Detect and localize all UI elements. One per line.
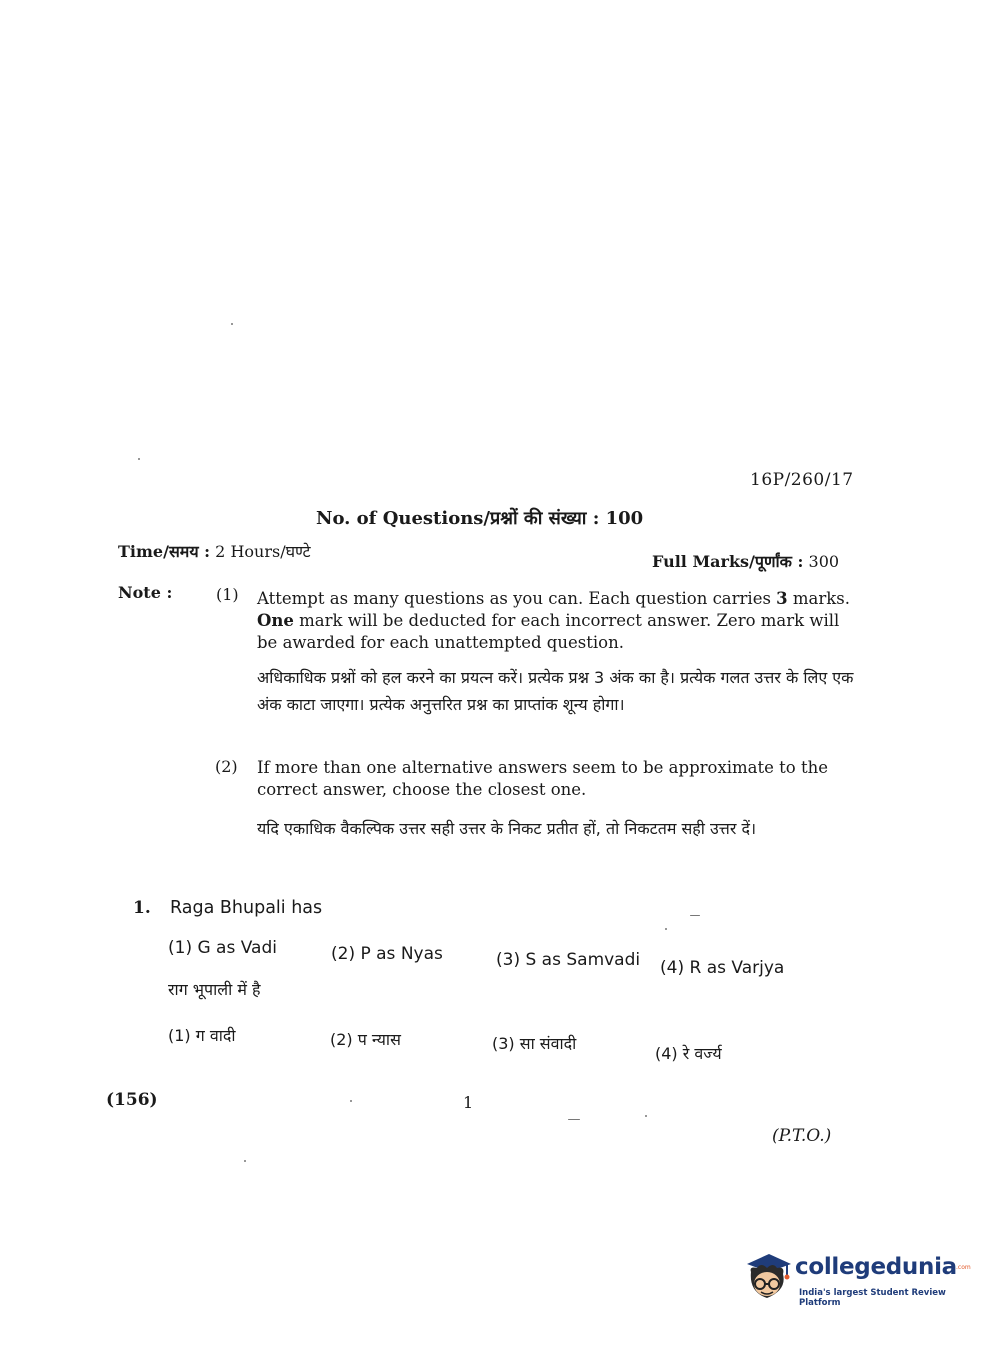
scan-speck — [244, 1160, 246, 1162]
note-item-2-hindi: यदि एकाधिक वैकल्पिक उत्तर सही उत्तर के निकट प्रतीत हों, तो निकटतम सही उत्तर दें। — [257, 819, 757, 838]
scan-speck — [568, 1119, 580, 1120]
option-4-english: (4) R as Varjya — [660, 958, 785, 978]
scan-speck — [645, 1115, 647, 1117]
scan-speck — [138, 458, 140, 460]
note-item-1-english: Attempt as many questions as you can. Each question carries 3 marks. One mark will be deducted for each incorrect answer. Zero mark will be awarded for each unattempted question. — [257, 589, 850, 652]
scan-speck — [690, 915, 700, 916]
note-label: Note : — [118, 583, 173, 602]
option-2-english: (2) P as Nyas — [331, 944, 443, 964]
question-number: 1. — [133, 898, 151, 918]
option-2-hindi: (2) प न्यास — [330, 1030, 401, 1049]
scan-speck — [665, 928, 667, 930]
page-number: 1 — [463, 1093, 474, 1112]
option-1-hindi: (1) ग वादी — [168, 1026, 236, 1045]
note-item-number: (2) — [215, 757, 238, 776]
logo-tagline: India's largest Student Review Platform — [799, 1288, 946, 1308]
number-of-questions: No. of Questions/प्रश्नों की संख्या : 100 — [316, 508, 644, 529]
collegedunia-logo — [743, 1250, 971, 1312]
scan-speck — [350, 1100, 352, 1102]
question-text-hindi: राग भूपाली में है — [168, 980, 261, 999]
mascot-icon — [743, 1250, 795, 1308]
option-1-english: (1) G as Vadi — [168, 938, 277, 958]
logo-com-text: .com — [956, 1264, 971, 1271]
paper-code: 16P/260/17 — [750, 470, 854, 490]
marks-value: 300 — [808, 552, 840, 571]
note-item-1-hindi: अधिकाधिक प्रश्नों को हल करने का प्रयत्न करें। प्रत्येक प्रश्न 3 अंक का है। प्रत्येक गलत उत्तर के लिए एक अंक काटा जाएगा। प्रत्येक अनुत्तरित प्रश्न का प्राप्तांक शून्य होगा। — [257, 668, 854, 714]
option-3-hindi: (3) सा संवादी — [492, 1034, 577, 1053]
note-item-number: (1) — [216, 585, 239, 604]
time-allowed — [118, 540, 311, 562]
option-4-hindi: (4) रे वर्ज्य — [655, 1044, 722, 1063]
marks-label: Full Marks/पूर्णांक : — [652, 552, 804, 571]
note-item-2-english: If more than one alternative answers seem to be approximate to the correct answer, choose the closest one. — [257, 758, 828, 799]
time-value: 2 Hours/घण्टे — [215, 542, 311, 561]
option-3-english: (3) S as Samvadi — [496, 950, 641, 970]
scan-speck — [231, 323, 233, 325]
please-turn-over: (P.T.O.) — [772, 1126, 832, 1146]
page-code: (156) — [106, 1090, 158, 1110]
logo-brand-text: collegedunia — [795, 1254, 957, 1280]
time-label: Time/समय : — [118, 542, 211, 561]
question-text-english: Raga Bhupali has — [170, 898, 323, 918]
full-marks — [652, 550, 839, 572]
